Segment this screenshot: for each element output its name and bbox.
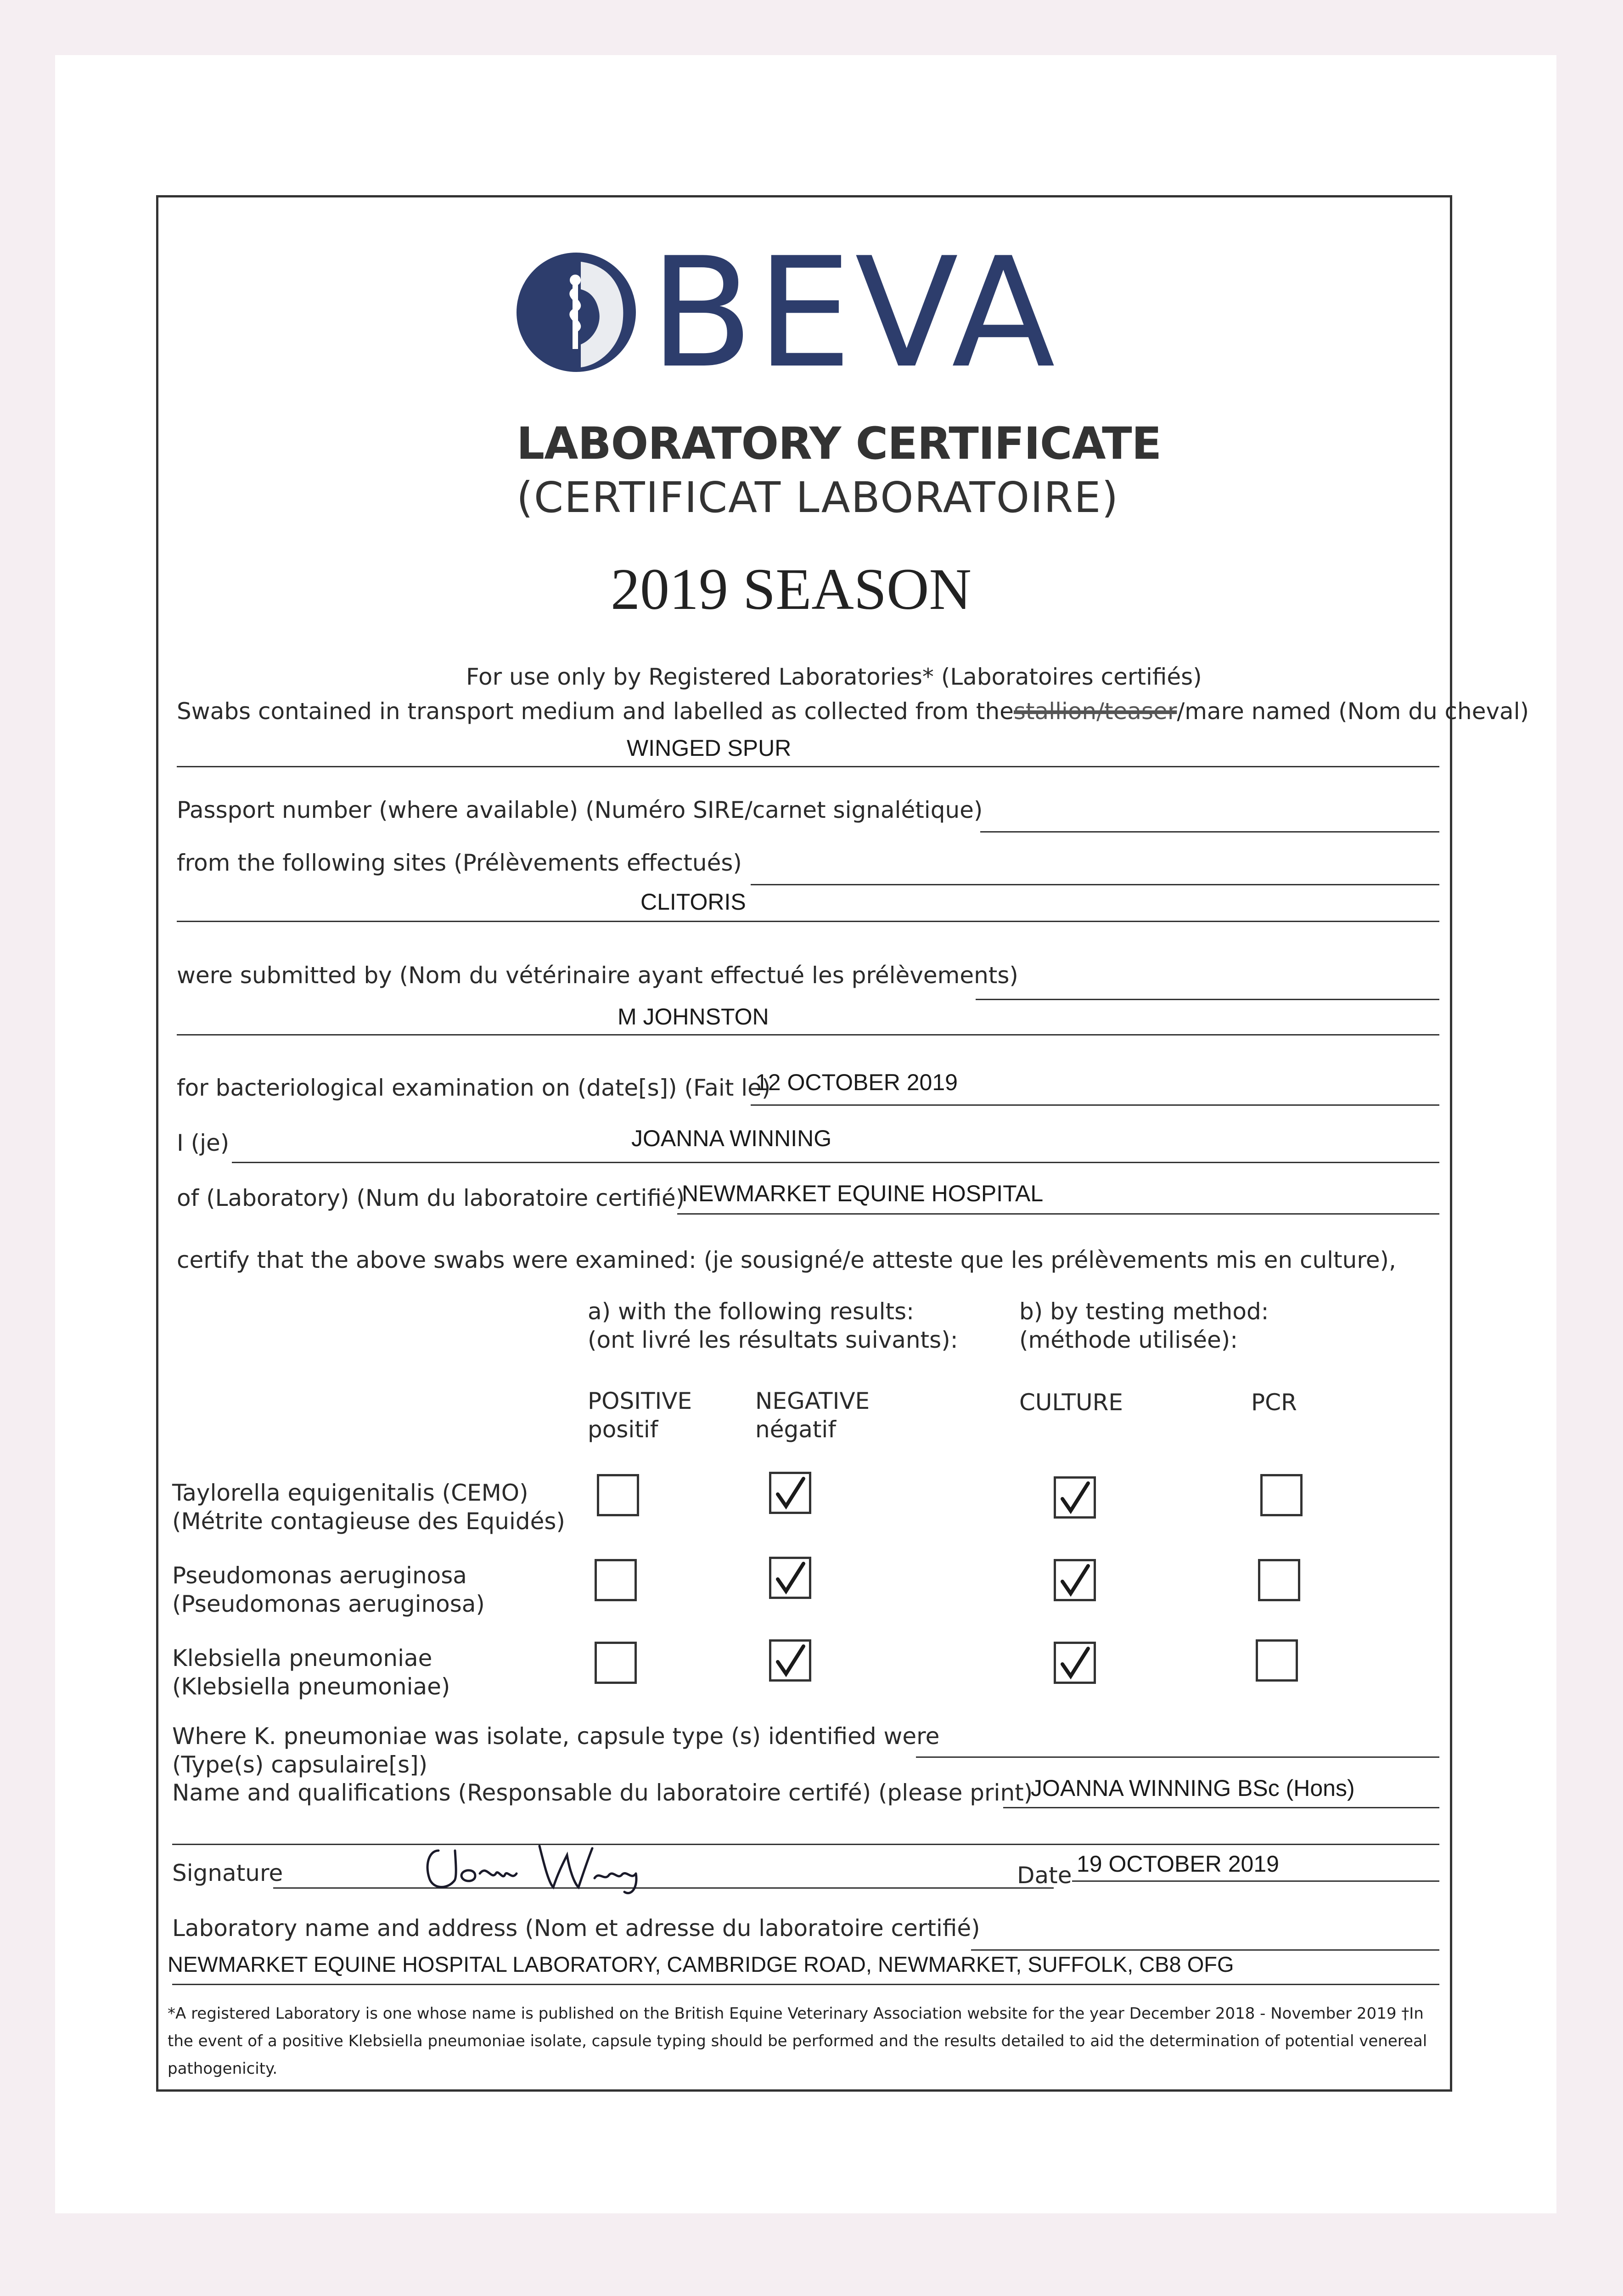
submitted-by-value: M JOHNSTON — [618, 1004, 769, 1030]
name-qualifications-line — [1003, 1807, 1439, 1808]
results-heading-fr: (ont livré les résultats suivants): — [588, 1327, 958, 1353]
capsule-label — [172, 1722, 939, 1779]
checkbox-klebsiella-positive[interactable] — [595, 1642, 637, 1684]
row-name-en: Taylorella equigenitalis (CEMO) — [172, 1480, 528, 1506]
passport-line — [980, 831, 1439, 833]
exam-date-label: for bacteriological examination on (date[s]) (Fait le) — [177, 1075, 771, 1101]
col-negative-fr: négatif — [755, 1416, 836, 1443]
row-label-pseudomonas — [172, 1561, 485, 1618]
checkbox-pseudomonas-pcr[interactable] — [1258, 1559, 1300, 1601]
submitted-line-1 — [976, 999, 1439, 1000]
submitted-by-label: were submitted by (Nom du vétérinaire ayant effectué les prélèvements) — [177, 962, 1018, 989]
check-mark-icon — [1059, 1646, 1092, 1681]
address-label: Laboratory name and address (Nom et adresse du laboratoire certifié) — [172, 1915, 980, 1941]
swabs-label — [177, 698, 1529, 725]
name-qualifications-value: JOANNA WINNING BSc (Hons) — [1031, 1775, 1355, 1801]
submitted-line-2 — [177, 1034, 1439, 1035]
laboratory-value: NEWMARKET EQUINE HOSPITAL — [682, 1181, 1044, 1206]
season-label: 2019 SEASON — [611, 557, 972, 622]
results-heading — [588, 1297, 958, 1354]
row-name-en: Pseudomonas aeruginosa — [172, 1562, 467, 1589]
checkbox-taylorella-culture[interactable] — [1054, 1476, 1096, 1519]
capsule-label-fr: (Type(s) capsulaire[s]) — [172, 1751, 428, 1778]
address-line-2 — [172, 1984, 1439, 1985]
row-label-klebsiella — [172, 1644, 450, 1701]
laboratory-line — [677, 1213, 1439, 1215]
sites-value: CLITORIS — [640, 889, 746, 915]
exam-date-value: 12 OCTOBER 2019 — [755, 1069, 958, 1095]
passport-label: Passport number (where available) (Numéro SIRE/carnet signalétique) — [177, 797, 983, 823]
check-mark-icon — [1059, 1563, 1092, 1598]
certificate-subtitle: (CERTIFICAT LABORATOIRE) — [517, 473, 1119, 522]
date-value: 19 OCTOBER 2019 — [1077, 1851, 1279, 1877]
beva-emblem-icon — [512, 248, 640, 377]
row-name-fr: (Métrite contagieuse des Equidés) — [172, 1508, 565, 1535]
horse-name-line — [177, 766, 1439, 767]
date-line — [1072, 1880, 1439, 1882]
col-negative-en: NEGATIVE — [755, 1388, 870, 1414]
method-heading — [1019, 1297, 1269, 1354]
i-value: JOANNA WINNING — [631, 1125, 832, 1151]
checkbox-taylorella-negative[interactable] — [769, 1472, 811, 1514]
checkbox-taylorella-pcr[interactable] — [1260, 1474, 1303, 1516]
checkbox-pseudomonas-negative[interactable] — [769, 1557, 811, 1599]
checkbox-klebsiella-pcr[interactable] — [1256, 1639, 1298, 1682]
i-label: I (je) — [177, 1130, 230, 1156]
row-name-fr: (Pseudomonas aeruginosa) — [172, 1591, 485, 1617]
checkbox-pseudomonas-positive[interactable] — [595, 1559, 637, 1601]
check-mark-icon — [774, 1476, 807, 1511]
method-heading-en: b) by testing method: — [1019, 1298, 1269, 1325]
capsule-label-en: Where K. pneumoniae was isolate, capsule type (s) identified were — [172, 1723, 940, 1750]
check-mark-icon — [774, 1561, 807, 1596]
name-qualifications-line-2 — [172, 1844, 1439, 1845]
horse-name-value: WINGED SPUR — [627, 735, 792, 761]
laboratory-label: of (Laboratory) (Num du laboratoire certifié) — [177, 1185, 685, 1211]
sites-line-2 — [177, 921, 1439, 922]
checkbox-pseudomonas-culture[interactable] — [1054, 1559, 1096, 1601]
col-positive-fr: positif — [588, 1416, 658, 1443]
signature-label: Signature — [172, 1860, 283, 1886]
col-negative-header — [755, 1387, 870, 1444]
i-line — [232, 1162, 1439, 1163]
capsule-line — [916, 1756, 1439, 1758]
date-label: Date — [1017, 1862, 1072, 1889]
check-mark-icon — [1059, 1480, 1092, 1515]
col-positive-en: POSITIVE — [588, 1388, 692, 1414]
certify-statement: certify that the above swabs were examined: (je sousigné/e atteste que les prélèvements mis en culture), — [177, 1247, 1396, 1273]
checkbox-klebsiella-negative[interactable] — [769, 1639, 811, 1682]
address-value: NEWMARKET EQUINE HOSPITAL LABORATORY, CAMBRIDGE ROAD, NEWMARKET, SUFFOLK, CB8 OFG — [168, 1952, 1234, 1976]
for-use-note: For use only by Registered Laboratories* (Laboratoires certifiés) — [466, 664, 1202, 690]
row-name-en: Klebsiella pneumoniae — [172, 1645, 432, 1671]
checkbox-klebsiella-culture[interactable] — [1054, 1642, 1096, 1684]
certificate-form — [156, 195, 1529, 2092]
check-mark-icon — [774, 1643, 807, 1678]
col-pcr-header: PCR — [1251, 1389, 1297, 1416]
sites-label: from the following sites (Prélèvements effectués) — [177, 850, 742, 876]
struck-out-text: stallion/teaser — [1013, 698, 1177, 725]
col-positive-header — [588, 1387, 692, 1444]
results-heading-en: a) with the following results: — [588, 1298, 914, 1325]
method-heading-fr: (méthode utilisée): — [1019, 1327, 1238, 1353]
name-qualifications-label: Name and qualifications (Responsable du laboratoire certifé) (please print) — [172, 1779, 1033, 1806]
brand-name: BEVA — [650, 225, 1058, 401]
col-culture-header: CULTURE — [1019, 1389, 1123, 1416]
row-label-taylorella — [172, 1479, 565, 1536]
footnote: *A registered Laboratory is one whose name is published on the British Equine Veterinary Association website for the year December 2018 - November 2019 †In the event of a positive Klebsiella pneumoniae isolate, capsule typing should be performed and the results detailed to aid the determination of potential venereal pathogenicity. — [168, 2004, 1427, 2078]
signature-line — [273, 1887, 1054, 1889]
sites-line-1 — [751, 884, 1439, 885]
signature-image — [411, 1837, 650, 1903]
swabs-prefix: Swabs contained in transport medium and labelled as collected from the — [177, 698, 1014, 725]
row-name-fr: (Klebsiella pneumoniae) — [172, 1673, 450, 1700]
swabs-suffix: /mare named (Nom du cheval) — [1177, 698, 1529, 725]
address-line-1 — [971, 1949, 1439, 1951]
checkbox-taylorella-positive[interactable] — [597, 1474, 639, 1516]
certificate-title: LABORATORY CERTIFICATE — [517, 418, 1162, 469]
exam-date-line — [751, 1104, 1439, 1106]
